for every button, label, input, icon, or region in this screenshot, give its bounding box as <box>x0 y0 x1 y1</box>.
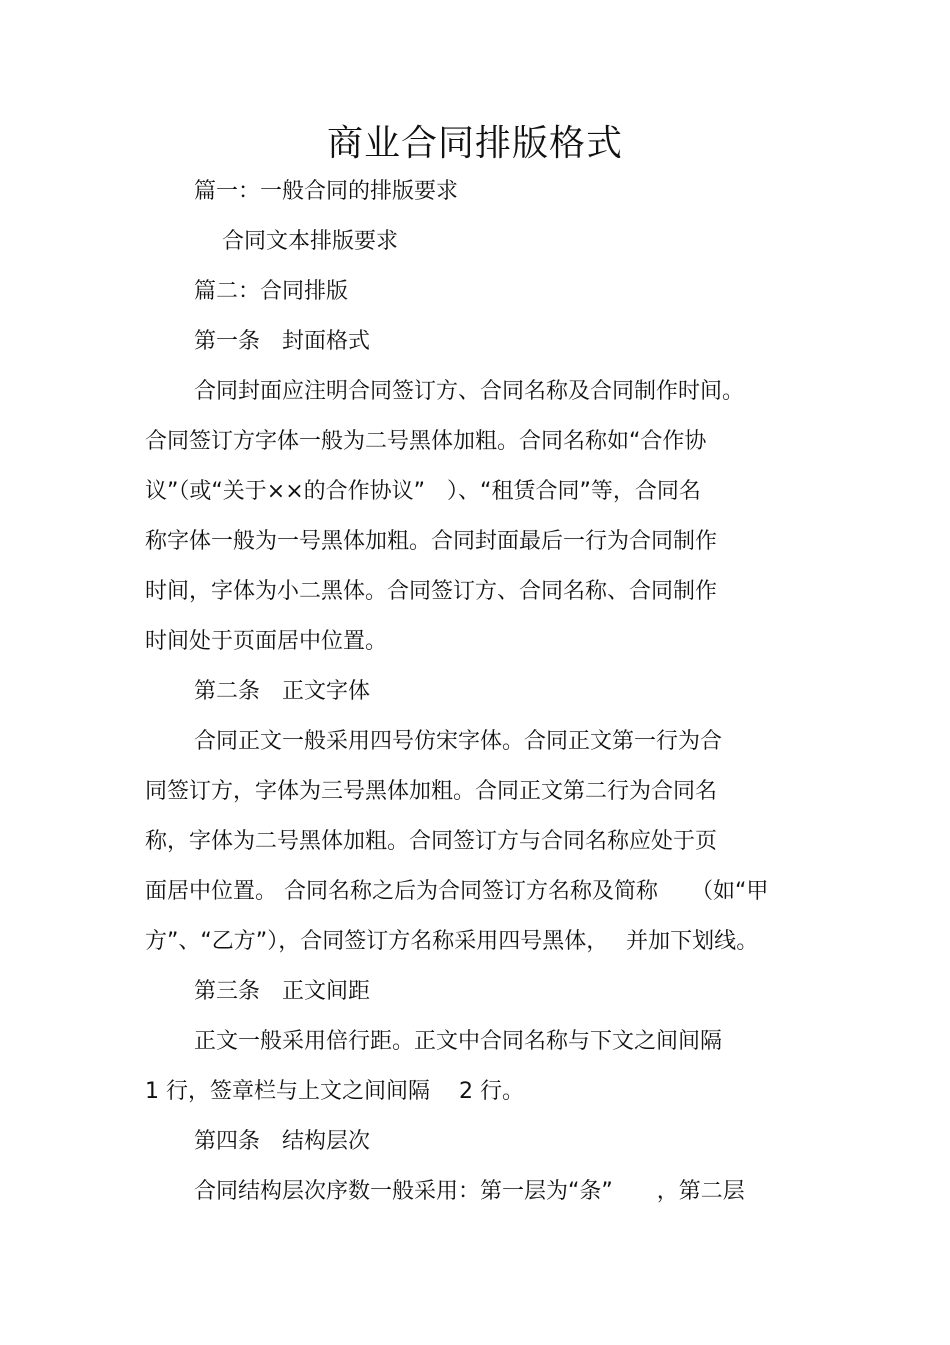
paragraph-line: 时间，字体为小二黑体。合同签订方、合同名称、合同制作 <box>145 579 718 604</box>
paragraph-line: 1 行，签章栏与上文之间间隔 2 行。 <box>145 1079 524 1104</box>
paragraph-line: 合同签订方字体一般为二号黑体加粗。合同名称如“合作协 <box>145 429 707 454</box>
article-heading-1: 第一条 封面格式 <box>194 329 371 354</box>
paragraph-line: 合同封面应注明合同签订方、合同名称及合同制作时间。 <box>194 379 745 404</box>
section-heading-part-two: 篇二：合同排版 <box>194 279 349 304</box>
subheading-text-requirements: 合同文本排版要求 <box>222 229 399 254</box>
paragraph-line: 议”（或“关于××的合作协议” ）、“租赁合同”等，合同名 <box>145 479 701 504</box>
paragraph-line: 同签订方，字体为三号黑体加粗。合同正文第二行为合同名 <box>145 779 718 804</box>
paragraph-line: 称字体一般为一号黑体加粗。合同封面最后一行为合同制作 <box>145 529 718 554</box>
paragraph-line: 面居中位置。 合同名称之后为合同签订方名称及简称 （如“甲 <box>145 879 769 904</box>
paragraph-line: 时间处于页面居中位置。 <box>145 629 388 654</box>
paragraph-line: 合同正文一般采用四号仿宋字体。合同正文第一行为合 <box>194 729 723 754</box>
paragraph-line: 合同结构层次序数一般采用：第一层为“条” ，第二层 <box>194 1179 745 1204</box>
article-heading-3: 第三条 正文间距 <box>194 979 371 1004</box>
paragraph-line: 正文一般采用倍行距。正文中合同名称与下文之间间隔 <box>194 1029 723 1054</box>
section-heading-part-one: 篇一：一般合同的排版要求 <box>194 179 459 204</box>
article-heading-4: 第四条 结构层次 <box>194 1129 371 1154</box>
paragraph-line: 称，字体为二号黑体加粗。合同签订方与合同名称应处于页 <box>145 829 718 854</box>
article-heading-2: 第二条 正文字体 <box>194 679 371 704</box>
paragraph-line: 方”、“乙方”），合同签订方名称采用四号黑体， 并加下划线。 <box>145 929 759 954</box>
document-title: 商业合同排版格式 <box>326 123 623 164</box>
